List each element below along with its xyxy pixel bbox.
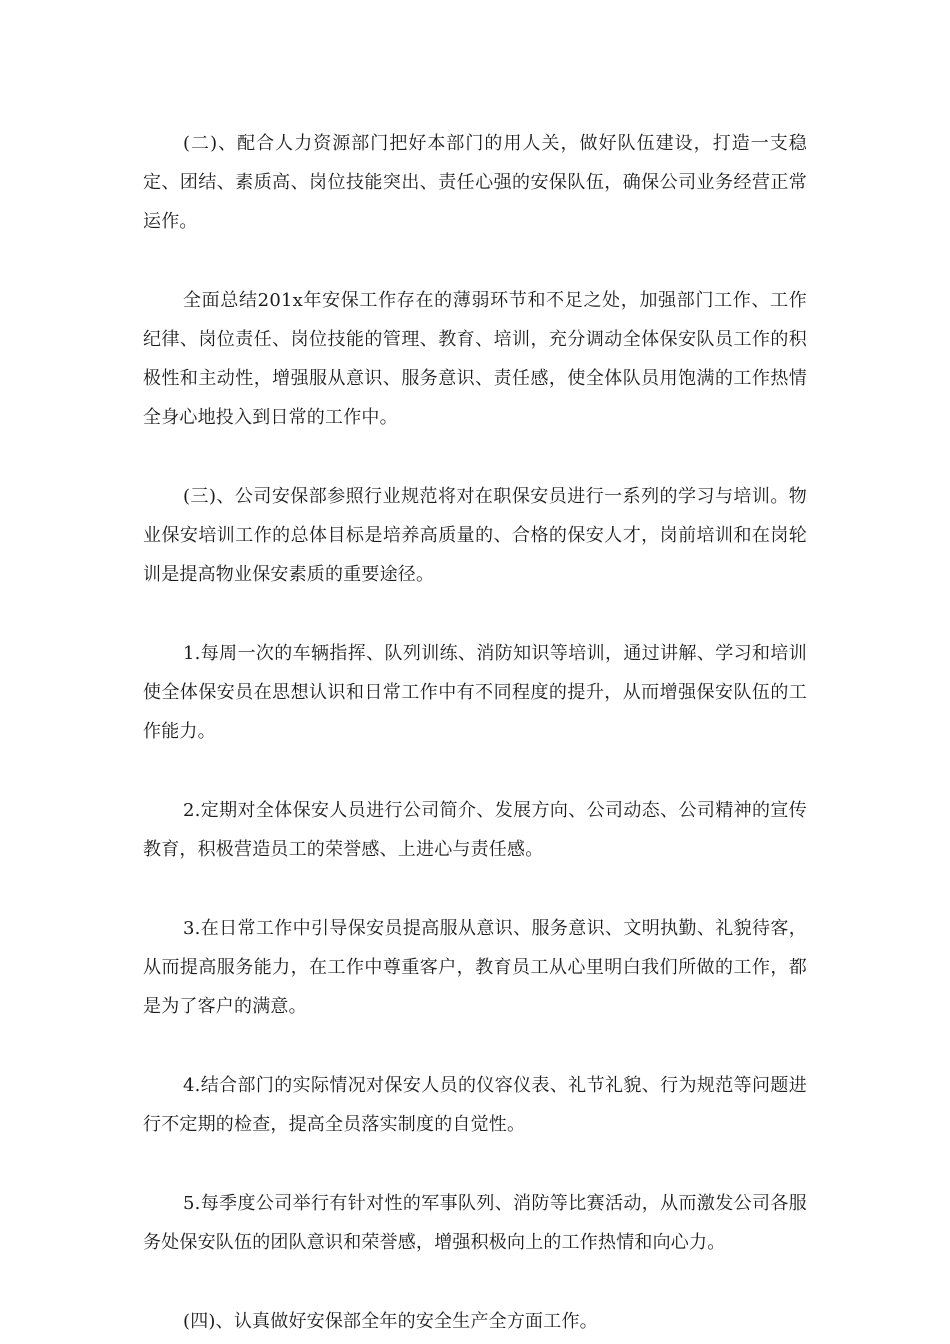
paragraph-3: (三)、公司安保部参照行业规范将对在职保安员进行一系列的学习与培训。物业保安培训工作的总体目标是培养高质量的、合格的保安人才，岗前培训和在岗轮训是提高物业保安素质的重要途径。: [143, 486, 807, 585]
paragraph-item-1: 1.每周一次的车辆指挥、队列训练、消防知识等培训，通过讲解、学习和培训使全体保安员在思想认识和日常工作中有不同程度的提升，从而增强保安队伍的工作能力。: [143, 643, 807, 742]
paragraph-item-5: 5.每季度公司举行有针对性的军事队列、消防等比赛活动，从而激发公司各服务处保安队伍的团队意识和荣誉感，增强积极向上的工作热情和向心力。: [143, 1193, 807, 1253]
paragraph-item-2: 2.定期对全体保安人员进行公司简介、发展方向、公司动态、公司精神的宣传教育，积极营造员工的荣誉感、上进心与责任感。: [143, 800, 807, 860]
paragraph-summary: 全面总结201x年安保工作存在的薄弱环节和不足之处，加强部门工作、工作纪律、岗位责任、岗位技能的管理、教育、培训，充分调动全体保安队员工作的积极性和主动性，增强服从意识、服务意识、责任感，使全体队员用饱满的工作热情全身心地投入到日常的工作中。: [143, 290, 807, 428]
paragraph-4: (四)、认真做好安保部全年的安全生产全方面工作。: [183, 1311, 598, 1332]
paragraph-2: (二)、配合人力资源部门把好本部门的用人关，做好队伍建设，打造一支稳定、团结、素质高、岗位技能突出、责任心强的安保队伍，确保公司业务经营正常运作。: [143, 133, 807, 232]
paragraph-item-4: 4.结合部门的实际情况对保安人员的仪容仪表、礼节礼貌、行为规范等问题进行不定期的检查，提高全员落实制度的自觉性。: [143, 1075, 807, 1135]
document-body: [143, 124, 807, 1341]
paragraph-item-3: 3.在日常工作中引导保安员提高服从意识、服务意识、文明执勤、礼貌待客，从而提高服务能力，在工作中尊重客户，教育员工从心里明白我们所做的工作，都是为了客户的满意。: [143, 918, 807, 1017]
